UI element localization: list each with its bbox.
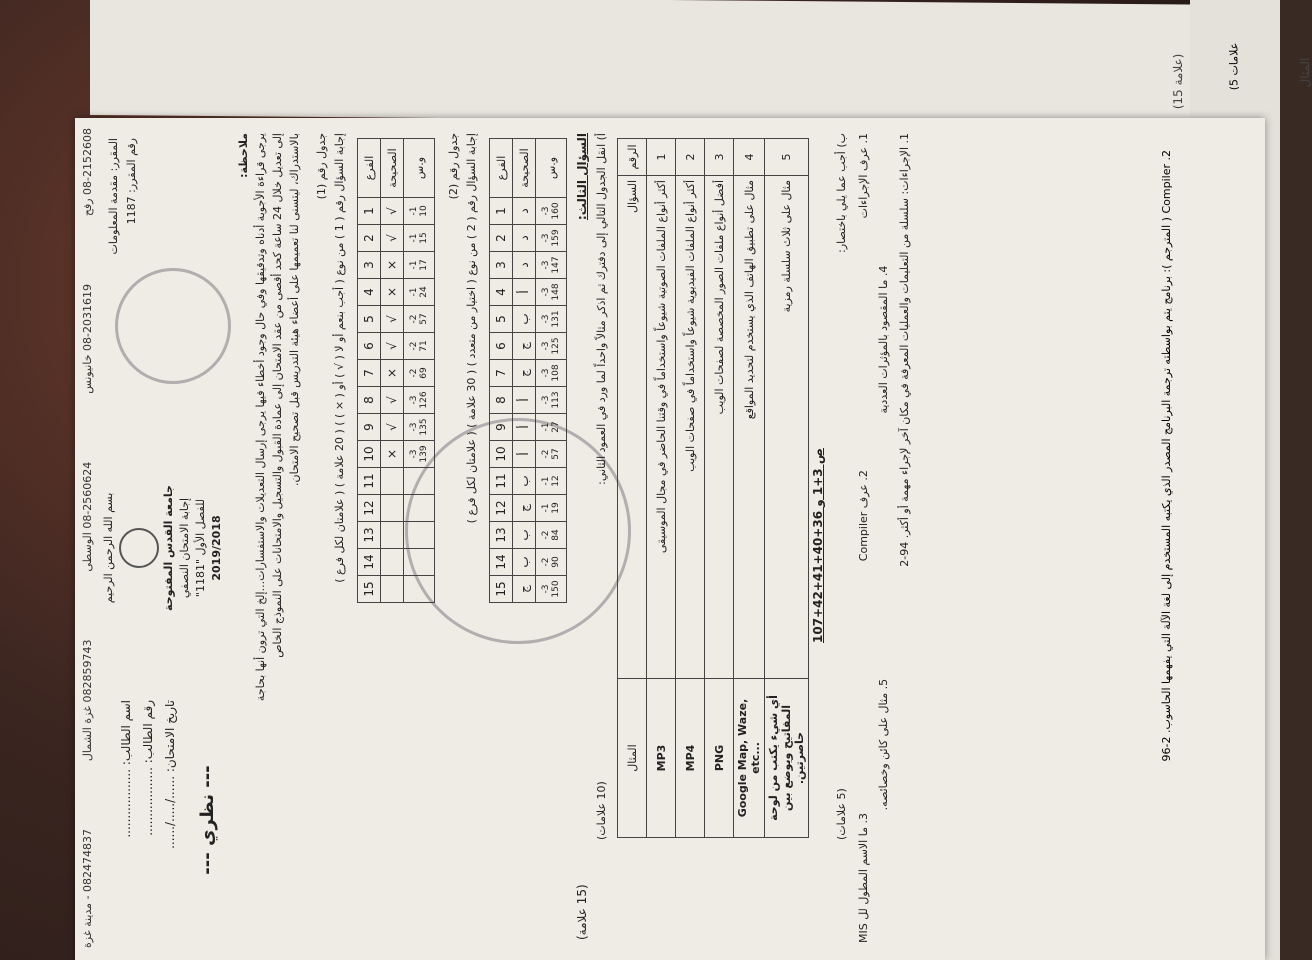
table-cell: 14 — [490, 549, 513, 576]
nazari-label: --- نظري --- — [197, 765, 218, 875]
table-row-label: الفرع — [490, 139, 513, 198]
table-row-label: الصحيحة — [381, 139, 404, 198]
table-cell: 14 — [358, 549, 381, 576]
q3-title: السؤال الثالث: — [575, 133, 589, 221]
back-page-text: المثال — [1297, 57, 1312, 88]
table-cell: √ — [381, 225, 404, 252]
q3-row-answer: Google Map, Waze, etc... — [734, 679, 765, 838]
table-cell: 5 — [358, 306, 381, 333]
q3-row-answer: MP4 — [676, 679, 705, 838]
q3-part-b-items — [857, 133, 870, 943]
table-cell: 3- 147 — [536, 252, 567, 279]
table-cell: 3- 150 — [536, 576, 567, 603]
table-cell: ج — [513, 495, 536, 522]
course-code: رقم المقرر: 1187 — [125, 138, 138, 225]
table-cell: 2- 57 — [536, 441, 567, 468]
table-cell: 10 — [490, 441, 513, 468]
table-cell: √ — [381, 333, 404, 360]
table-cell: 3- 131 — [536, 306, 567, 333]
table-cell: 2- 84 — [536, 522, 567, 549]
q3-part-b-items-2 — [877, 133, 890, 943]
table-cell: × — [381, 252, 404, 279]
table-cell: ب — [513, 549, 536, 576]
university-logo — [119, 528, 159, 568]
table-cell: 6 — [358, 333, 381, 360]
table-cell: √ — [381, 387, 404, 414]
table-cell: 4 — [490, 279, 513, 306]
table-row-label: الصحيحة — [513, 139, 536, 198]
q3-col-question: السؤال — [618, 176, 647, 679]
phone-gaza: 082474837 - مدينة غزة — [81, 828, 94, 948]
q3-row-num: 2 — [676, 139, 705, 176]
q3-subtitle: أ) انقل الجدول التالي إلى دفترك ثم اذكر مثالاً واحداً لما ورد في العمود الثاني: — [595, 133, 608, 485]
semester: للفصل الأول "1181" — [194, 498, 207, 598]
table-cell: 7 — [490, 360, 513, 387]
q3-row-num: 1 — [647, 139, 676, 176]
table-cell: 3- 125 — [536, 333, 567, 360]
table-cell: أ — [513, 279, 536, 306]
student-id: رقم الطالب: .................. — [141, 700, 155, 836]
table-cell — [381, 522, 404, 549]
q3-row-num: 4 — [734, 139, 765, 176]
table-cell: 15 — [358, 576, 381, 603]
q3-points: (15 علامة) — [575, 884, 589, 940]
basmala: بسم الله الرحمن الرحيم — [102, 492, 115, 604]
phone-north: 082859743 غزة الشمال — [81, 639, 94, 762]
table-cell: 3- 135 — [404, 414, 435, 441]
q3-row-num: 3 — [705, 139, 734, 176]
table-row-label: و.س — [536, 139, 567, 198]
university-block — [101, 438, 225, 658]
table-cell: 8 — [358, 387, 381, 414]
answer-overflow — [1160, 130, 1190, 950]
table-cell: √ — [381, 414, 404, 441]
table-cell: 7 — [358, 360, 381, 387]
table-cell: 3- 160 — [536, 198, 567, 225]
table-cell: 11 — [490, 468, 513, 495]
table-cell: ب — [513, 522, 536, 549]
table-cell: د — [513, 225, 536, 252]
table-cell: 3- 126 — [404, 387, 435, 414]
stamp — [115, 268, 231, 384]
table-cell: أ — [513, 387, 536, 414]
table-cell: 12 — [490, 495, 513, 522]
notes-line: بالاستدراك، ليتسنى لنا تعميمها على أعضاء هيئة التدريس قبل تصحيح الامتحان. — [288, 133, 301, 486]
q3-row-answer: أي شيء يكتب من لوحة المفاتيح ويوضع بين حاصرتين. — [765, 679, 809, 838]
table-cell: √ — [381, 198, 404, 225]
phone-wusta: 08-2560624 الوسطى — [81, 461, 94, 572]
table-cell: 3 — [490, 252, 513, 279]
notes-line: يرجى قراءة الأجوبة أدناه وتدقيقها وفي حال وجود أخطاء فيها يرجى إرسال التعديلات والاستفسارات...إلخ التي ترون أنها بحاجة — [254, 133, 267, 702]
table-cell: 2- 69 — [404, 360, 435, 387]
table-cell: 3- 148 — [536, 279, 567, 306]
table-cell: 3- 159 — [536, 225, 567, 252]
notes-title: ملاحظة: — [237, 133, 250, 178]
q3-row-question: أفضل أنواع ملفات الصور المخصصة لصفحات الويب — [705, 176, 734, 679]
header-phones — [81, 128, 94, 948]
table-cell: ج — [513, 576, 536, 603]
table-row-label: الفرع — [358, 139, 381, 198]
table-cell: ب — [513, 306, 536, 333]
university-name: جامعة القدس المفتوحة — [162, 485, 175, 611]
table-cell — [381, 468, 404, 495]
student-name: اسم الطالب: .................. — [119, 700, 133, 838]
year: 2019/2018 — [210, 515, 223, 581]
table-cell: 2 — [358, 225, 381, 252]
q3-b-item: 1. عرف الإجراءات — [857, 133, 870, 219]
table-cell: 9 — [490, 414, 513, 441]
table-cell: أ — [513, 441, 536, 468]
table-cell: 12 — [358, 495, 381, 522]
back-page-text: (5 علامات — [1227, 42, 1241, 91]
table-cell: 4 — [358, 279, 381, 306]
q3-reference: 107+42+41+40+36 ص 3+1 و — [811, 448, 825, 643]
table-cell: 1 — [490, 198, 513, 225]
q3-answers — [897, 133, 913, 943]
table-cell: 13 — [358, 522, 381, 549]
answer-title: إجابة الامتحان النصفي — [178, 497, 191, 599]
table-cell: × — [381, 279, 404, 306]
table-cell: 1- 12 — [536, 468, 567, 495]
phone-rafah: 08-2152608 رفح — [81, 128, 94, 217]
table-cell: 1- 15 — [404, 225, 435, 252]
table-cell: 1- 17 — [404, 252, 435, 279]
table-cell: د — [513, 198, 536, 225]
table-cell: 15 — [490, 576, 513, 603]
answer-sheet — [75, 118, 1265, 960]
table-cell: د — [513, 252, 536, 279]
table-cell: √ — [381, 306, 404, 333]
q3-b-item: 2. عرف Compiler — [857, 470, 870, 562]
q3-answer: 1. الإجراءات: سلسلة من التعليمات والعمليات المعرفة في مكان آخر لإجراء مهمة أو أكثر. 94-2 — [898, 133, 911, 567]
table-cell: ب — [513, 468, 536, 495]
notes-block — [235, 133, 303, 943]
table-cell: × — [381, 441, 404, 468]
table-cell — [381, 549, 404, 576]
table-cell: 5 — [490, 306, 513, 333]
table-cell: × — [381, 360, 404, 387]
table-cell: ج — [513, 360, 536, 387]
back-page-text: (15 علامة) — [1170, 53, 1185, 110]
table-cell: 2- 57 — [404, 306, 435, 333]
table-cell: 3 — [358, 252, 381, 279]
answer-page — [75, 118, 1185, 960]
q3-row-answer: PNG — [705, 679, 734, 838]
table-cell: 10 — [358, 441, 381, 468]
table-cell: 9 — [358, 414, 381, 441]
table1-caption: جدول رقم (1) — [315, 133, 328, 200]
q3-b-item: 4. ما المقصود بالمؤثرات العددية — [877, 265, 890, 414]
q3-col-num: الرقم — [618, 139, 647, 176]
table-cell — [381, 576, 404, 603]
table-cell: 1- 19 — [536, 495, 567, 522]
table-cell: 3- 108 — [536, 360, 567, 387]
notes-line: إلى تعديل خلال 24 ساعة كحد أقصى من عقد الامتحان إلى عمادة القبول والتسجيل والامتحانات على النموذج الخاص — [271, 133, 284, 658]
table-cell: أ — [513, 414, 536, 441]
table-cell: 2 — [490, 225, 513, 252]
q3-row-question: مثال على تطبيق الهاتف الذي يستخدم لتحديد المواقع — [734, 176, 765, 679]
q3-row-question: مثال على ثلاث سلسلة رمزية — [765, 176, 809, 679]
table-cell: 3- 113 — [536, 387, 567, 414]
q3-b-item: 3. ما الاسم المطول لل MIS — [857, 813, 870, 943]
table-cell: 6 — [490, 333, 513, 360]
q3-row-question: أكثر أنواع الملفات الفيديوية شيوعاً واستخداماً في صفحات الويب — [676, 176, 705, 679]
course-label: المقرر: مقدمة المعلومات — [107, 138, 120, 255]
q3-part-b: ب) أجب عما يلي باختصار: — [835, 133, 848, 253]
phone-khanyounis: 08-2031619 خانيونس — [81, 284, 94, 394]
table-cell: 1- 27 — [536, 414, 567, 441]
q3-sub-points: (10 علامات) — [595, 781, 608, 840]
table-cell: 1 — [358, 198, 381, 225]
table-cell — [381, 495, 404, 522]
table2-question: إجابة السؤال رقم ( 2 ) من نوع ( اختيار من متعدد ) ( 30 علامة ) ( علامتان لكل فرع ) — [465, 133, 478, 524]
table-row-label: و.س — [404, 139, 435, 198]
exam-date: تاريخ الامتحان: ....../...../...... — [163, 700, 177, 849]
q3-answer: 2. Compiler ( المترجم ): برنامج يتم بواسطته ترجمة البرنامج المصدر الذي يكتبه المستخدم إلى لغة الآلة التي يفهمها الحاسوب. 2-96 — [1160, 150, 1173, 762]
table-cell: 11 — [358, 468, 381, 495]
table-cell: ج — [513, 333, 536, 360]
table1-question: إجابة السؤال رقم ( 1 ) من نوع ( أجب بنعم أو لا ( √ ) أو ( × ) ) ( 20 علامة ) ( علامتان لكل فرع ) — [333, 133, 346, 583]
student-block — [115, 700, 219, 940]
q3-row-answer: MP3 — [647, 679, 676, 838]
q3-row-question: أكثر أنواع الملفات الصوتية شيوعاً واستخداماً في وقتنا الحاضر في مجال الموسيقى — [647, 176, 676, 679]
q3-col-example: المثال — [618, 679, 647, 838]
table-cell: 1- 24 — [404, 279, 435, 306]
q3-part-b-points: (5 علامات) — [835, 788, 848, 840]
q3-b-item: 5. مثال على كائن وخصائصه. — [877, 678, 890, 811]
table2-caption: جدول رقم (2) — [447, 133, 460, 200]
q3-table — [617, 138, 809, 838]
table-cell: 8 — [490, 387, 513, 414]
table-cell: 2- 90 — [536, 549, 567, 576]
table-cell: 13 — [490, 522, 513, 549]
back-page — [90, 0, 1312, 125]
q3-row-num: 5 — [765, 139, 809, 176]
table-cell: 3- 139 — [404, 441, 435, 468]
table-cell: 2- 71 — [404, 333, 435, 360]
table-cell: 1- 10 — [404, 198, 435, 225]
